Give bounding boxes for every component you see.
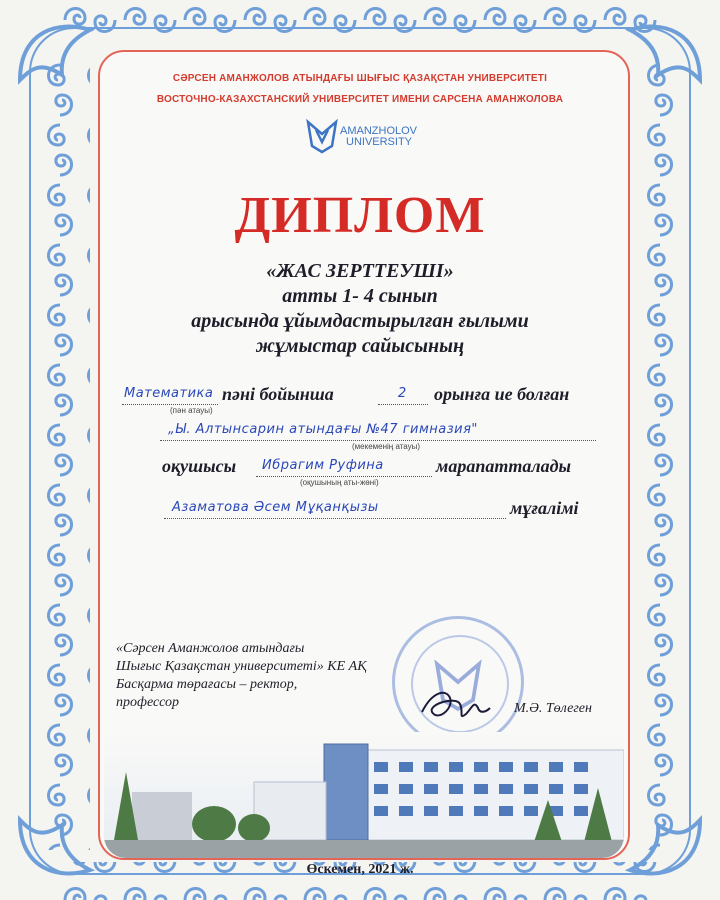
place-and-year: Өскемен, 2021 ж. [306,862,414,877]
school-underline [160,440,596,441]
logo-text [340,126,417,148]
rector-signature [416,682,496,726]
competition-name: «ЖАС ЗЕРТТЕУШІ» [266,260,454,282]
rector-line-2: Шығыс Қазақстан университеті» КЕ АҚ [116,659,367,674]
student-text: марапатталады [436,456,571,476]
rector-name: М.Ә. Төлеген [514,701,592,716]
subject-caption: (пән атауы) [170,406,213,415]
university-logo-icon [302,114,342,154]
diploma-title: ДИПЛОМ [234,187,486,244]
subject-underline [122,404,218,405]
place-value: 2 [398,386,407,401]
rector-line-4: профессор [116,695,180,710]
university-name-ru: ВОСТОЧНО-КАЗАХСТАНСКИЙ УНИВЕРСИТЕТ ИМЕНИ САРСЕНА АМАНЖОЛОВА [156,94,564,105]
rector-line-1: «Сәрсен Аманжолов атындағы [116,641,305,656]
description-line-3: арысында ұйымдастырылған ғылыми [191,310,529,332]
description-line-2: атты 1- 4 сынып [282,285,438,307]
school-caption: (мекеменің атауы) [352,442,421,451]
teacher-value: Азаматова Әсем Мұқанқызы [172,500,379,515]
rector-title-block [116,640,416,712]
teacher-text: мұғалімі [510,498,579,518]
place-underline [378,404,428,405]
place-text: орынға ие болған [434,384,570,404]
logo-line2: UNIVERSITY [346,136,413,148]
university-name-kz: СӘРСЕН АМАНЖОЛОВ АТЫНДАҒЫ ШЫҒЫС ҚАЗАҚСТАН УНИВЕРСИТЕТІ [172,73,548,84]
school-value: „Ы. Алтынсарин атындағы №47 гимназия" [168,422,478,437]
student-underline [256,476,432,477]
description-line-4: жұмыстар сайысының [255,335,465,357]
subject-value: Математика [124,386,214,401]
logo-line1: AMANZHOLOV [340,125,418,137]
student-caption: (оқушының аты-жөні) [300,478,379,487]
subject-text: пәні бойынша [222,384,334,404]
rector-line-3: Басқарма төрағасы – ректор, [116,677,298,692]
university-building-image [104,732,624,858]
student-label: оқушысы [162,456,237,476]
student-value: Ибрагим Руфина [262,458,384,473]
teacher-underline [164,518,506,519]
